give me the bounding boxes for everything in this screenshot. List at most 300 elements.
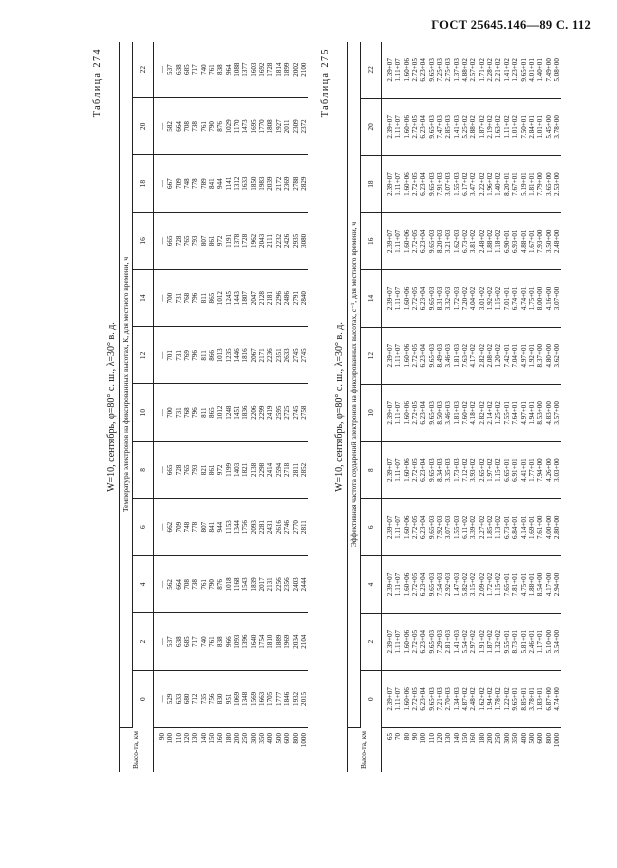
value-cell: 1168 (233, 556, 241, 613)
table-row (200, 42, 208, 772)
value-cell: 2.08+02 (486, 327, 494, 384)
value-cell: 2.70+03 (444, 670, 452, 727)
value-cell: 2206 (250, 384, 258, 441)
value-cell: 876 (216, 98, 224, 155)
value-cell: 2131 (266, 556, 274, 613)
value-cell: 1816 (241, 327, 249, 384)
value-cell: — (154, 42, 167, 98)
time-column-header: 16 (133, 212, 154, 269)
value-cell: 876 (216, 556, 224, 613)
value-cell: 2.72+05 (411, 213, 419, 270)
value-cell: 3.81+02 (469, 213, 477, 270)
value-cell: 811 (200, 384, 208, 441)
height-cell: 400 (519, 733, 528, 744)
value-cell: 1.01+02 (511, 98, 519, 155)
height-cell: 800 (291, 733, 300, 744)
value-cell: 2.82+02 (478, 327, 486, 384)
time-column-header: 8 (133, 441, 154, 498)
value-cell: 1093 (233, 613, 241, 670)
value-cell: 1.94+02 (486, 670, 494, 727)
value-cell: 9.65+01 (520, 42, 528, 98)
value-cell: 778 (191, 155, 199, 212)
value-cell: 5.81+01 (520, 613, 528, 670)
height-column-header: Высо-та, км (120, 728, 154, 773)
value-cell: 7.01+01 (503, 270, 511, 327)
value-cell: 7.29+03 (436, 613, 444, 670)
value-cell: 2171 (258, 327, 266, 384)
value-cell: 3.78+00 (553, 98, 561, 155)
value-cell: 2.80+00 (553, 499, 561, 556)
value-cell: 701 (166, 327, 174, 384)
value-cell: 5.82+02 (461, 556, 469, 613)
value-cell: 6.11+02 (461, 499, 469, 556)
value-cell: 2444 (300, 556, 308, 613)
value-cell: 731 (175, 384, 183, 441)
value-cell: 731 (175, 270, 183, 327)
value-cell: 2.72+05 (411, 613, 419, 670)
value-cell: 1932 (292, 670, 300, 727)
value-cell: 3.57+00 (553, 384, 561, 441)
value-cell: 807 (200, 212, 208, 269)
time-column-header: 0 (133, 670, 154, 727)
value-cell: 9.65+03 (428, 213, 436, 270)
value-cell: 2.09+02 (478, 556, 486, 613)
value-cell: 1.11+07 (394, 98, 402, 155)
value-cell: 7.61+00 (536, 499, 544, 556)
value-cell: 708 (183, 556, 191, 613)
value-cell: 2594 (275, 441, 283, 498)
value-cell: 1.32+02 (494, 613, 502, 670)
value-cell: 1850 (250, 155, 258, 212)
time-column-header: 4 (361, 556, 382, 613)
value-cell: 1.60+06 (403, 155, 411, 212)
value-cell: 1.20+02 (494, 327, 502, 384)
value-cell: 2403 (292, 556, 300, 613)
value-cell: 2236 (266, 327, 274, 384)
value-cell: 1728 (241, 212, 249, 269)
value-cell: 3.93+02 (469, 441, 477, 498)
value-cell: 633 (175, 670, 183, 727)
value-cell: 8.50+03 (436, 384, 444, 441)
value-cell: 2414 (266, 441, 274, 498)
table-274-block (92, 42, 310, 772)
value-cell: 2067 (250, 327, 258, 384)
value-cell: 1.15+02 (494, 270, 502, 327)
value-cell: 2181 (266, 270, 274, 327)
value-cell: 9.65+01 (511, 670, 519, 727)
value-cell: 1.87+02 (486, 613, 494, 670)
value-cell: 2309 (292, 98, 300, 155)
value-cell: 2.48+02 (478, 213, 486, 270)
value-cell: 756 (208, 670, 216, 727)
table-row (545, 42, 553, 772)
value-cell: 1245 (225, 270, 233, 327)
value-cell: 1.78+02 (494, 670, 502, 727)
value-cell: 1153 (225, 499, 233, 556)
value-cell: 6.23+04 (419, 556, 427, 613)
table-row (553, 42, 561, 772)
value-cell: 2299 (258, 384, 266, 441)
value-cell: 4.04+02 (469, 270, 477, 327)
value-cell: 1473 (241, 98, 249, 155)
height-cell: 800 (544, 733, 553, 744)
time-column-header: 6 (361, 499, 382, 556)
value-cell: 2.28+02 (486, 42, 494, 98)
table-row (394, 42, 402, 772)
value-cell: 1.85+02 (486, 499, 494, 556)
value-cell: 1.83+01 (536, 670, 544, 727)
value-cell: 1846 (283, 670, 291, 727)
table-row (208, 42, 216, 772)
value-cell: 709 (175, 499, 183, 556)
value-cell: 685 (183, 42, 191, 98)
value-cell: 2788 (292, 155, 300, 212)
value-cell: 2.72+05 (411, 327, 419, 384)
value-cell: 2372 (300, 98, 308, 155)
value-cell: 821 (200, 441, 208, 498)
value-cell: 2486 (283, 270, 291, 327)
value-cell: 6.23+04 (419, 670, 427, 727)
value-cell: 1348 (241, 670, 249, 727)
value-cell: 1.60+06 (403, 384, 411, 441)
value-cell: — (154, 384, 167, 441)
value-cell: 1.15+02 (494, 441, 502, 498)
height-cell: 500 (274, 733, 283, 744)
value-cell: 1378 (233, 212, 241, 269)
value-cell: — (154, 670, 167, 727)
value-cell: 700 (166, 270, 174, 327)
table-row (403, 42, 411, 772)
value-cell: — (154, 98, 167, 155)
value-cell: 1807 (241, 270, 249, 327)
height-cell: 130 (191, 733, 200, 744)
value-cell: 861 (208, 441, 216, 498)
value-cell: 6.91+01 (511, 441, 519, 498)
table-row (258, 42, 266, 772)
table-row (486, 42, 494, 772)
page-header: ГОСТ 25645.146—89 С. 112 (431, 18, 591, 32)
value-cell: 1018 (225, 556, 233, 613)
value-cell: 717 (191, 42, 199, 98)
value-cell: 8.85+01 (520, 670, 528, 727)
value-cell: 685 (183, 613, 191, 670)
value-cell: 2.39+07 (382, 670, 395, 727)
height-cell: 180 (477, 733, 486, 744)
value-cell: 664 (175, 98, 183, 155)
value-cell: 7.63+02 (461, 327, 469, 384)
value-cell: — (154, 155, 167, 212)
table-row (419, 42, 427, 772)
value-cell: 2745 (292, 327, 300, 384)
value-cell: 8.73+01 (511, 613, 519, 670)
value-cell: 1.11+07 (394, 327, 402, 384)
value-cell: 728 (175, 212, 183, 269)
value-cell: 796 (191, 270, 199, 327)
value-cell: 4.87+02 (461, 670, 469, 727)
height-cell: 400 (266, 733, 275, 744)
value-cell: 1199 (225, 441, 233, 498)
value-cell: 2431 (266, 499, 274, 556)
value-cell: 638 (175, 613, 183, 670)
value-cell: 1.60+06 (403, 441, 411, 498)
table-row (166, 42, 174, 772)
table-row (528, 42, 536, 772)
time-column-header: 12 (361, 327, 382, 384)
value-cell: 6.23+04 (419, 384, 427, 441)
value-cell: 6.93+01 (511, 213, 519, 270)
value-cell: 7.60+02 (461, 384, 469, 441)
height-cell: 1000 (299, 733, 308, 748)
height-cell: 110 (174, 733, 183, 744)
value-cell: 9.65+03 (428, 327, 436, 384)
value-cell: 6.23+04 (419, 270, 427, 327)
value-cell: 838 (216, 42, 224, 98)
value-cell: 8.20+01 (503, 155, 511, 212)
value-cell: 738 (191, 98, 199, 155)
value-cell: 6.23+04 (419, 499, 427, 556)
value-cell: 1029 (225, 98, 233, 155)
value-cell: 7.12+02 (461, 441, 469, 498)
value-cell: 1.11+07 (394, 499, 402, 556)
value-cell: 1.41+02 (503, 42, 511, 98)
table-row (494, 42, 502, 772)
value-cell: 768 (183, 270, 191, 327)
value-cell: 2017 (258, 556, 266, 613)
value-cell: 2.14+02 (486, 384, 494, 441)
table-row (382, 42, 395, 772)
value-cell: 1.11+07 (394, 213, 402, 270)
value-cell: 2791 (292, 270, 300, 327)
value-cell: 1.87+02 (478, 98, 486, 155)
height-cell: 300 (502, 733, 511, 744)
height-cell: 100 (419, 733, 428, 744)
value-cell: 1312 (233, 155, 241, 212)
value-cell: 2.39+07 (382, 499, 395, 556)
value-cell: 2.48+00 (553, 213, 561, 270)
time-column-header: 6 (133, 499, 154, 556)
value-cell: 1248 (225, 384, 233, 441)
value-cell: 1.94+01 (528, 384, 536, 441)
value-cell: 2100 (300, 42, 308, 98)
value-cell: 1.96+02 (486, 155, 494, 212)
value-cell: 8.53+00 (536, 384, 544, 441)
value-cell: 6.74+01 (511, 270, 519, 327)
value-cell: 8.00+00 (536, 270, 544, 327)
value-cell: 2369 (283, 155, 291, 212)
value-cell: 2034 (292, 613, 300, 670)
value-cell: 1170 (233, 98, 241, 155)
value-cell: 1.63+02 (494, 98, 502, 155)
value-cell: 1.72+03 (453, 270, 461, 327)
value-cell: 789 (200, 155, 208, 212)
value-cell: 2232 (275, 212, 283, 269)
value-cell: 4.18+02 (469, 384, 477, 441)
value-cell: 4.97+01 (520, 384, 528, 441)
value-cell: 1569 (250, 670, 258, 727)
table-row (283, 42, 291, 772)
value-cell: 838 (216, 613, 224, 670)
value-cell: — (154, 270, 167, 327)
value-cell: 1.37+03 (453, 42, 461, 98)
value-cell: 2.82+02 (478, 384, 486, 441)
value-cell: 4.74+00 (553, 670, 561, 727)
value-cell: 1705 (266, 670, 274, 727)
value-cell: 2595 (275, 384, 283, 441)
value-cell: 1.81+01 (528, 155, 536, 212)
value-cell: 1927 (275, 98, 283, 155)
value-cell: 1.62+02 (478, 670, 486, 727)
value-cell: 2745 (300, 327, 308, 384)
value-cell: 7.49+00 (545, 42, 553, 98)
value-cell: 944 (216, 155, 224, 212)
time-column-header: 14 (133, 270, 154, 327)
value-cell: 1.97+02 (486, 441, 494, 498)
table-row (511, 42, 519, 772)
value-cell: 2.81+03 (444, 613, 452, 670)
value-cell: 3.39+02 (469, 499, 477, 556)
value-cell: 966 (225, 613, 233, 670)
value-cell: 2256 (275, 556, 283, 613)
value-cell: 1756 (241, 499, 249, 556)
value-cell: — (154, 556, 167, 613)
value-cell: 2002 (292, 42, 300, 98)
table-row (183, 42, 191, 772)
height-cell: 150 (461, 733, 470, 744)
value-cell: 2745 (292, 384, 300, 441)
value-cell: 1663 (258, 670, 266, 727)
value-cell: 3080 (300, 212, 308, 269)
value-cell: 1633 (241, 155, 249, 212)
height-cell: 65 (386, 733, 394, 741)
value-cell: 2.46+01 (528, 613, 536, 670)
value-cell: 1.55+03 (453, 155, 461, 212)
height-cell: 130 (444, 733, 453, 744)
value-cell: 972 (216, 441, 224, 498)
value-cell: 1.60+06 (403, 98, 411, 155)
table-subheader: Эффективная частота соударений электронов на фиксированных высотах, с⁻¹, для местного времени, ч (348, 42, 361, 728)
value-cell: 2.48+02 (469, 670, 477, 727)
value-cell: 2.85+03 (444, 98, 452, 155)
time-column-header: 10 (361, 384, 382, 441)
value-cell: 6.90+01 (503, 213, 511, 270)
value-cell: 1.01+01 (536, 98, 544, 155)
value-cell: 964 (225, 42, 233, 98)
value-cell: 1814 (275, 42, 283, 98)
table-subheader: Температура электронов на фиксированных высотах, К, для местного времени, ч (120, 42, 133, 728)
value-cell: 1695 (250, 98, 258, 155)
table-row (436, 42, 444, 772)
table-caption: W=10, сентябрь, φ=80° с. ш., λ=30° в. д. (334, 322, 345, 492)
value-cell: 748 (183, 155, 191, 212)
value-cell: 1.81+03 (453, 327, 461, 384)
value-cell: 2.72+05 (411, 499, 419, 556)
time-column-header: 2 (361, 613, 382, 670)
value-cell: 717 (191, 613, 199, 670)
value-cell: 951 (225, 670, 233, 727)
time-column-header: 12 (133, 327, 154, 384)
value-cell: 4.88+02 (461, 42, 469, 98)
value-cell: 1.77+01 (528, 441, 536, 498)
value-cell: 665 (166, 212, 174, 269)
value-cell: 1.91+02 (478, 613, 486, 670)
value-cell: 1603 (250, 42, 258, 98)
value-cell: 7.81+01 (511, 556, 519, 613)
value-cell: 7.21+03 (436, 670, 444, 727)
value-cell: 1344 (233, 499, 241, 556)
value-cell: 5.19+01 (520, 155, 528, 212)
value-cell: 2.72+05 (411, 384, 419, 441)
value-cell: 2829 (300, 155, 308, 212)
value-cell: 2.39+07 (382, 384, 395, 441)
value-cell: 1640 (250, 613, 258, 670)
value-cell: 740 (200, 42, 208, 98)
value-cell: 2047 (250, 270, 258, 327)
value-cell: 1443 (233, 270, 241, 327)
value-cell: 761 (200, 98, 208, 155)
value-cell: 1396 (241, 613, 249, 670)
value-cell: 537 (166, 42, 174, 98)
table-row (503, 42, 511, 772)
time-column-header: 14 (361, 270, 382, 327)
value-cell: 6.23+04 (419, 98, 427, 155)
value-cell: — (154, 212, 167, 269)
value-cell: 1692 (258, 42, 266, 98)
data-table-275 (347, 42, 561, 772)
height-cell: 600 (536, 733, 545, 744)
time-column-header: 22 (133, 42, 154, 98)
time-column-header: 16 (361, 213, 382, 270)
table-row (461, 42, 469, 772)
value-cell: 1836 (241, 384, 249, 441)
value-cell: 2852 (300, 441, 308, 498)
value-cell: 790 (208, 98, 216, 155)
value-cell: 3.78+01 (528, 670, 536, 727)
value-cell: 7.54+03 (436, 556, 444, 613)
value-cell: 5.08+00 (553, 42, 561, 98)
value-cell: 1.92+01 (528, 327, 536, 384)
value-cell: 2758 (300, 384, 308, 441)
value-cell: 2811 (292, 441, 300, 498)
value-cell: 769 (183, 327, 191, 384)
value-cell: 1.75+01 (528, 270, 536, 327)
value-cell: 944 (216, 499, 224, 556)
value-cell: 2840 (300, 270, 308, 327)
value-cell: 1.11+02 (503, 98, 511, 155)
table-row (175, 42, 183, 772)
height-column-header: Высо-та, км (348, 728, 382, 773)
value-cell: 778 (191, 499, 199, 556)
value-cell: 1.11+07 (394, 384, 402, 441)
value-cell: 2.75+03 (444, 42, 452, 98)
value-cell: 2616 (275, 499, 283, 556)
value-cell: 830 (216, 670, 224, 727)
value-cell: 2298 (258, 441, 266, 498)
value-cell: 2.19+02 (486, 98, 494, 155)
value-cell: 2.65+02 (478, 441, 486, 498)
value-cell: 7.04+01 (511, 327, 519, 384)
value-cell: 6.65+01 (503, 441, 511, 498)
value-cell: 1.11+07 (394, 155, 402, 212)
value-cell: 765 (183, 441, 191, 498)
value-cell: 1770 (258, 98, 266, 155)
value-cell: 3.03+00 (553, 441, 561, 498)
value-cell: 1.60+06 (403, 499, 411, 556)
value-cell: 1012 (216, 270, 224, 327)
value-cell: 2039 (266, 155, 274, 212)
value-cell: 529 (166, 670, 174, 727)
value-cell: 6.23+04 (419, 42, 427, 98)
value-cell: 6.23+04 (419, 213, 427, 270)
